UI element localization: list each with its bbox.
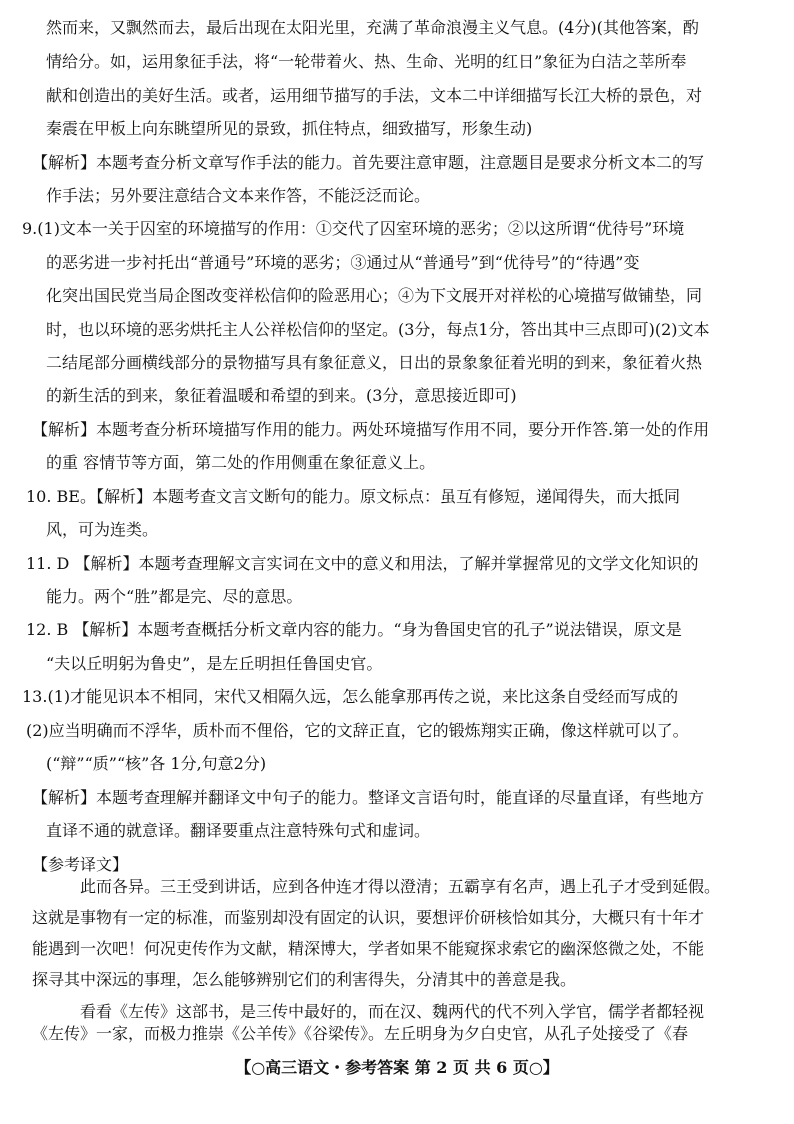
question-9-line: 9.(1)文本一关于囚室的环境描写的作用：①交代了囚室环境的恶劣；②以这所谓“优待号”环境 — [22, 219, 685, 238]
question-12-line: 12. B 【解析】本题考查概括分析文章内容的能力。“身为鲁国史官的孔子”说法错误，原文是 — [26, 620, 682, 639]
translation-line: 这就是事物有一定的标准，而鉴别却没有固定的认识，要想评价研核恰如其分，大概只有十年才 — [32, 908, 705, 927]
text-line: 的恶劣进一步衬托出“普通号”环境的恶劣；③通过从“普通号”到“优待号”的“待遇”变 — [46, 253, 640, 272]
translation-line: 看看《左传》这部书，是三传中最好的，而在汉、魏两代的代不列入学官，儒学者都轻视 — [80, 1002, 705, 1021]
text-line: 然而来，又飘然而去，最后出现在太阳光里，充满了革命浪漫主义气息。(4分)(其他答案，酌 — [46, 18, 699, 37]
text-line: (2)应当明确而不浮华，质朴而不俚俗，它的文辞正直，它的锻炼翔实正确，像这样就可以了。 — [26, 721, 689, 740]
page-footer: 【○高三语文・参考答案 第 2 页 共 6 页○】 — [235, 1058, 559, 1077]
text-line: 直译不通的就意译。翻译要重点注意特殊句式和虚词。 — [46, 821, 431, 840]
question-10-line: 10. BE。【解析】本题考查文言文断句的能力。原文标点：虽互有修短，递闻得失，而大抵同 — [26, 487, 680, 506]
analysis-line: 【解析】本题考查分析环境描写作用的能力。两处环境描写作用不同，要分开作答.第一处的作用 — [32, 420, 710, 439]
text-line: 作手法；另外要注意结合文本来作答，不能泛泛而论。 — [46, 186, 431, 205]
text-line: 的重 容情节等方面，第二处的作用侧重在象征意义上。 — [46, 453, 436, 472]
text-line: 秦震在甲板上向东眺望所见的景致，抓住特点，细致描写，形象生动) — [46, 119, 533, 138]
text-line: “夫以丘明躬为鲁史”，是左丘明担任鲁国史官。 — [46, 654, 383, 673]
question-11-line: 11. D 【解析】本题考查理解文言实词在文中的意义和用法，了解并掌握常见的文学文化知识的 — [26, 554, 699, 573]
text-line: 时，也以环境的恶劣烘托主人公祥松信仰的坚定。(3分，每点1分，答出其中三点即可)(2)文本 — [46, 320, 710, 339]
text-line: 情给分。如，运用象征手法，将“一轮带着火、热、生命、光明的红日”象征为白洁之莘所奉 — [46, 52, 687, 71]
text-line: 风，可为连类。 — [46, 520, 159, 539]
analysis-line: 【解析】本题考查分析文章写作手法的能力。首先要注意审题，注意题目是要求分析文本二的写 — [32, 153, 705, 172]
translation-heading: 【参考译文】 — [32, 855, 129, 874]
scoring-note: (“辩”“质”“核”各 1分,句意2分) — [46, 754, 267, 773]
question-13-line: 13.(1)才能见识本不相同，宋代又相隔久远，怎么能拿那再传之说，来比这条自受经而写成的 — [22, 687, 679, 706]
translation-line: 此而各异。三王受到讲话，应到各仲连才得以澄清；五霸享有名声，遇上孔子才受到延假。 — [80, 877, 721, 896]
text-line: 二结尾部分画横线部分的景物描写具有象征意义，日出的景象象征着光明的到来，象征着火热 — [46, 353, 703, 372]
translation-line: 探寻其中深远的事理，怎么能够辨别它们的利害得失，分清其中的善意是我。 — [32, 970, 577, 989]
text-line: 能力。两个“胜”都是完、尽的意思。 — [46, 587, 303, 606]
analysis-line: 【解析】本题考查理解并翻译文中句子的能力。整译文言语句时，能直译的尽量直译，有些地方 — [32, 788, 705, 807]
text-line: 化突出国民党当局企图改变祥松信仰的险恶用心；④为下文展开对祥松的心境描写做铺垫，同 — [46, 286, 703, 305]
translation-line: 能遇到一次吧！何况吏传作为文献，精深博大，学者如果不能窥探求索它的幽深悠微之处，不能 — [32, 939, 705, 958]
text-line: 的新生活的到来，象征着温暖和希望的到来。(3分，意思接近即可) — [46, 386, 517, 405]
text-line: 献和创造出的美好生活。或者，运用细节描写的手法，文本二中详细描写长江大桥的景色，对 — [46, 86, 703, 105]
translation-line: 《左传》一家，而极力推崇《公羊传》《谷梁传》。左丘明身为夕白史官，从孔子处接受了《春 — [32, 1024, 689, 1043]
